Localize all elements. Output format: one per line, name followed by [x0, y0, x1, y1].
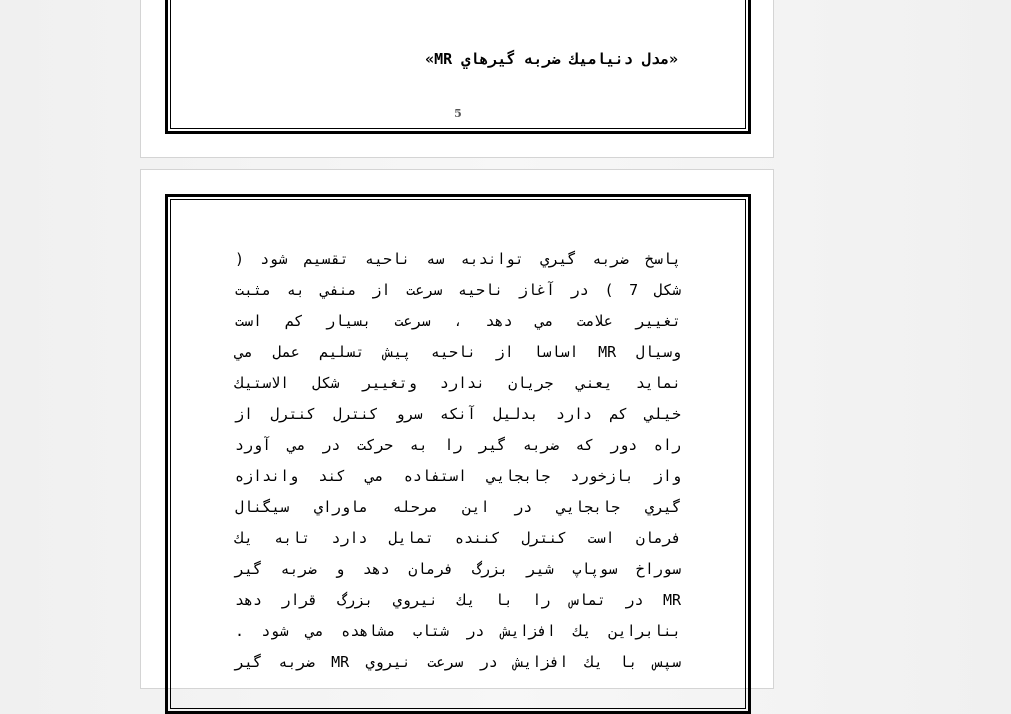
page-border-frame — [165, 194, 751, 714]
text-line: وسيال MR اساسا از ناحيه پيش تسليم عمل مي — [235, 343, 681, 361]
text-line: نمايد يعني جريان ندارد وتغيير شكل الاستيك — [235, 374, 681, 392]
previous-page — [140, 0, 774, 158]
page-border-frame — [165, 0, 751, 134]
text-line: MR در تماس را با يك نيروي بزرگ قرار دهد — [235, 591, 681, 609]
current-page — [140, 169, 774, 689]
text-line: شكل 7 ) در آغاز ناحيه سرعت از منفي به مثبت — [235, 281, 681, 299]
text-line: گيري جابجايي در اين مرحله ماوراي سيگنال — [235, 498, 681, 516]
text-line: راه دور كه ضربه گير را به حركت در مي آورد — [235, 436, 681, 454]
text-line: پاسخ ضربه گيري تواندبه سه ناحيه تقسيم شود ( — [235, 250, 681, 268]
body-paragraph — [235, 244, 681, 678]
section-heading: «مدل دنيامیك ضربه گيرهاي MR» — [425, 50, 678, 68]
text-line: فرمان است كنترل كننده تمايل دارد تابه يك — [235, 529, 681, 547]
page-number: 5 — [454, 107, 462, 120]
text-line: بنابراين يك افزايش در شتاب مشاهده مي شود . — [235, 622, 681, 640]
text-line: تغيير علامت مي دهد ، سرعت بسيار كم است — [235, 312, 681, 330]
text-line: سپس با يك افزايش در سرعت نيروي MR ضربه گير — [235, 653, 681, 671]
text-line: خيلي كم دارد بدليل آنكه سرو كنترل كنترل از — [235, 405, 681, 423]
text-line: سوراخ سوپاپ شير بزرگ فرمان دهد و ضربه گير — [235, 560, 681, 578]
text-line: واز بازخورد جابجايي استفاده مي كند واندازه — [235, 467, 681, 485]
